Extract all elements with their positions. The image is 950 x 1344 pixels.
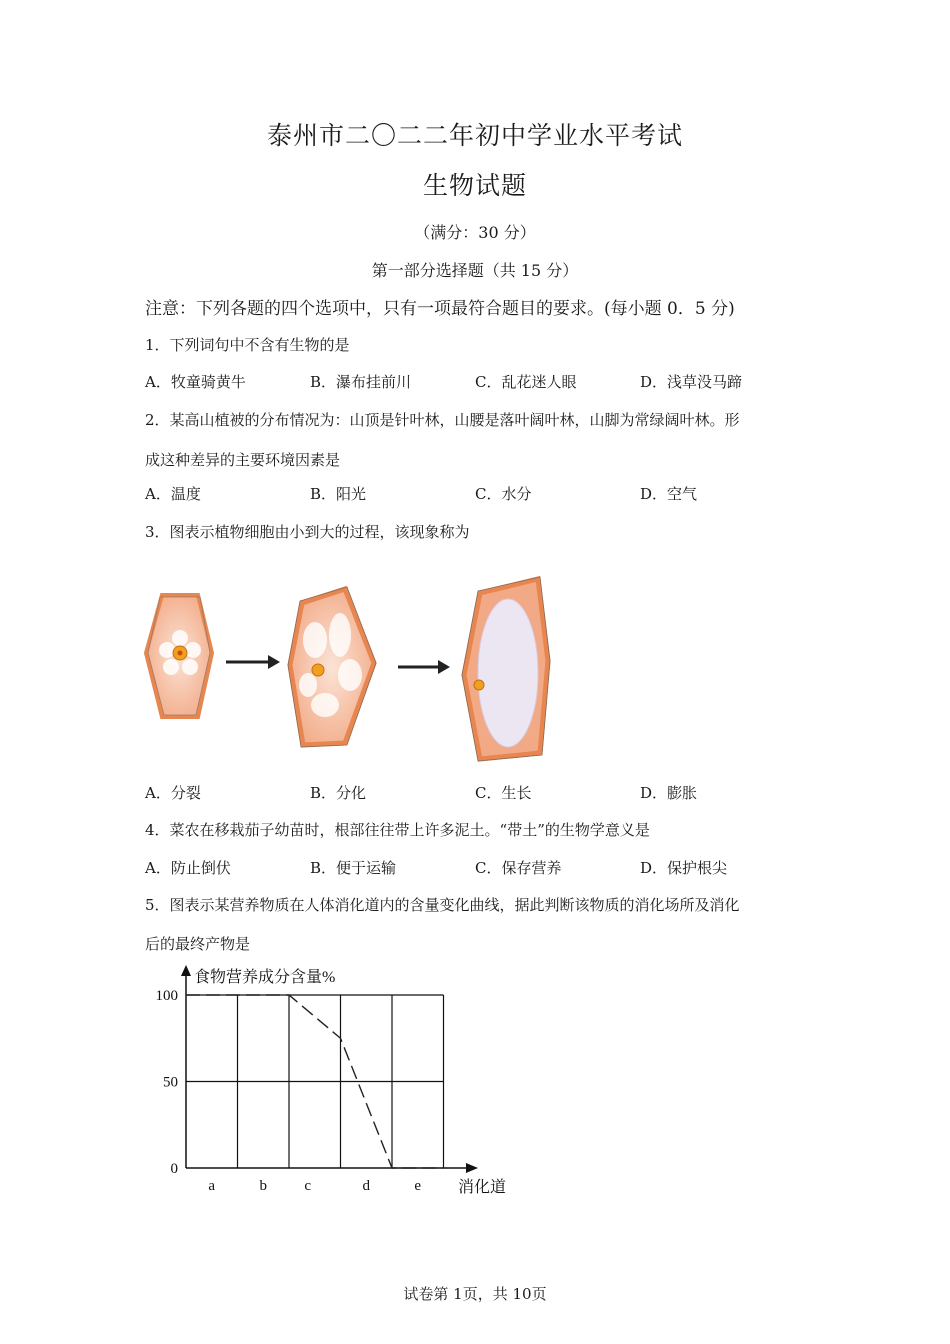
q4-option-b[interactable]: B．便于运输 bbox=[310, 859, 397, 877]
q3-option-d[interactable]: D．膨胀 bbox=[640, 784, 698, 802]
q1-option-b[interactable]: B．瀑布挂前川 bbox=[310, 373, 412, 391]
arrow-1 bbox=[226, 655, 280, 669]
q1-option-c[interactable]: C．乱花迷人眼 bbox=[475, 373, 577, 391]
question-3-stem: 3．图表示植物细胞由小到大的过程，该现象称为 bbox=[145, 523, 470, 541]
q4-option-c[interactable]: C．保存营养 bbox=[475, 859, 562, 877]
q2-option-b[interactable]: B．阳光 bbox=[310, 485, 367, 503]
q3-option-b[interactable]: B．分化 bbox=[310, 784, 367, 802]
question-2-stem-line2: 成这种差异的主要环境因素是 bbox=[145, 451, 341, 469]
q3-option-a[interactable]: A．分裂 bbox=[145, 784, 201, 802]
medium-cell bbox=[288, 587, 376, 747]
x-tick-label: a bbox=[208, 1178, 216, 1194]
y-tick-label: 0 bbox=[170, 1161, 178, 1177]
question-4-stem: 4．菜农在移栽茄子幼苗时，根部往往带上许多泥土。“带土”的生物学意义是 bbox=[145, 821, 650, 839]
instructions-note: 注意：下列各题的四个选项中，只有一项最符合题目的要求。(每小题 0．5 分) bbox=[145, 299, 735, 319]
question-5-stem-line1: 5．图表示某营养物质在人体消化道内的含量变化曲线，据此判断该物质的消化场所及消化 bbox=[145, 896, 740, 914]
q1-option-d[interactable]: D．浅草没马蹄 bbox=[640, 373, 743, 391]
small-cell bbox=[146, 595, 212, 717]
x-axis-label: 消化道 bbox=[458, 1179, 507, 1196]
q2-option-a[interactable]: A．温度 bbox=[145, 485, 201, 503]
digestion-content-chart bbox=[150, 960, 530, 1200]
x-tick-label: e bbox=[414, 1178, 422, 1194]
subject-title: 生物试题 bbox=[422, 171, 527, 200]
y-axis-arrow bbox=[181, 965, 191, 976]
full-score: （满分：30 分） bbox=[414, 223, 536, 242]
arrow-2 bbox=[398, 660, 450, 674]
q3-option-c[interactable]: C．生长 bbox=[475, 784, 532, 802]
q4-option-d[interactable]: D．保护根尖 bbox=[640, 859, 728, 877]
x-tick-label: c bbox=[304, 1178, 312, 1194]
y-axis-label: 食物营养成分含量% bbox=[194, 969, 336, 986]
q2-option-d[interactable]: D．空气 bbox=[640, 485, 698, 503]
question-1-stem: 1．下列词句中不含有生物的是 bbox=[145, 336, 350, 354]
q2-option-c[interactable]: C．水分 bbox=[475, 485, 532, 503]
question-2-stem-line1: 2．某高山植被的分布情况为：山顶是针叶林，山腰是落叶阔叶林，山脚为常绿阔叶林。形 bbox=[145, 411, 740, 429]
x-tick-label: b bbox=[259, 1178, 267, 1194]
exam-title: 泰州市二〇二二年初中学业水平考试 bbox=[266, 121, 683, 150]
x-axis-arrow bbox=[466, 1163, 478, 1173]
page-footer: 试卷第 1页，共 10页 bbox=[403, 1285, 547, 1303]
x-tick-label: d bbox=[362, 1178, 370, 1194]
q1-option-a[interactable]: A．牧童骑黄牛 bbox=[145, 373, 246, 391]
large-cell bbox=[462, 577, 550, 761]
y-tick-label: 50 bbox=[163, 1074, 178, 1091]
question-5-stem-line2: 后的最终产物是 bbox=[145, 935, 251, 953]
y-tick-label: 100 bbox=[155, 988, 178, 1004]
section-heading: 第一部分选择题（共 15 分） bbox=[371, 261, 579, 280]
cell-growth-figure bbox=[140, 575, 560, 765]
q4-option-a[interactable]: A．防止倒伏 bbox=[145, 859, 231, 877]
